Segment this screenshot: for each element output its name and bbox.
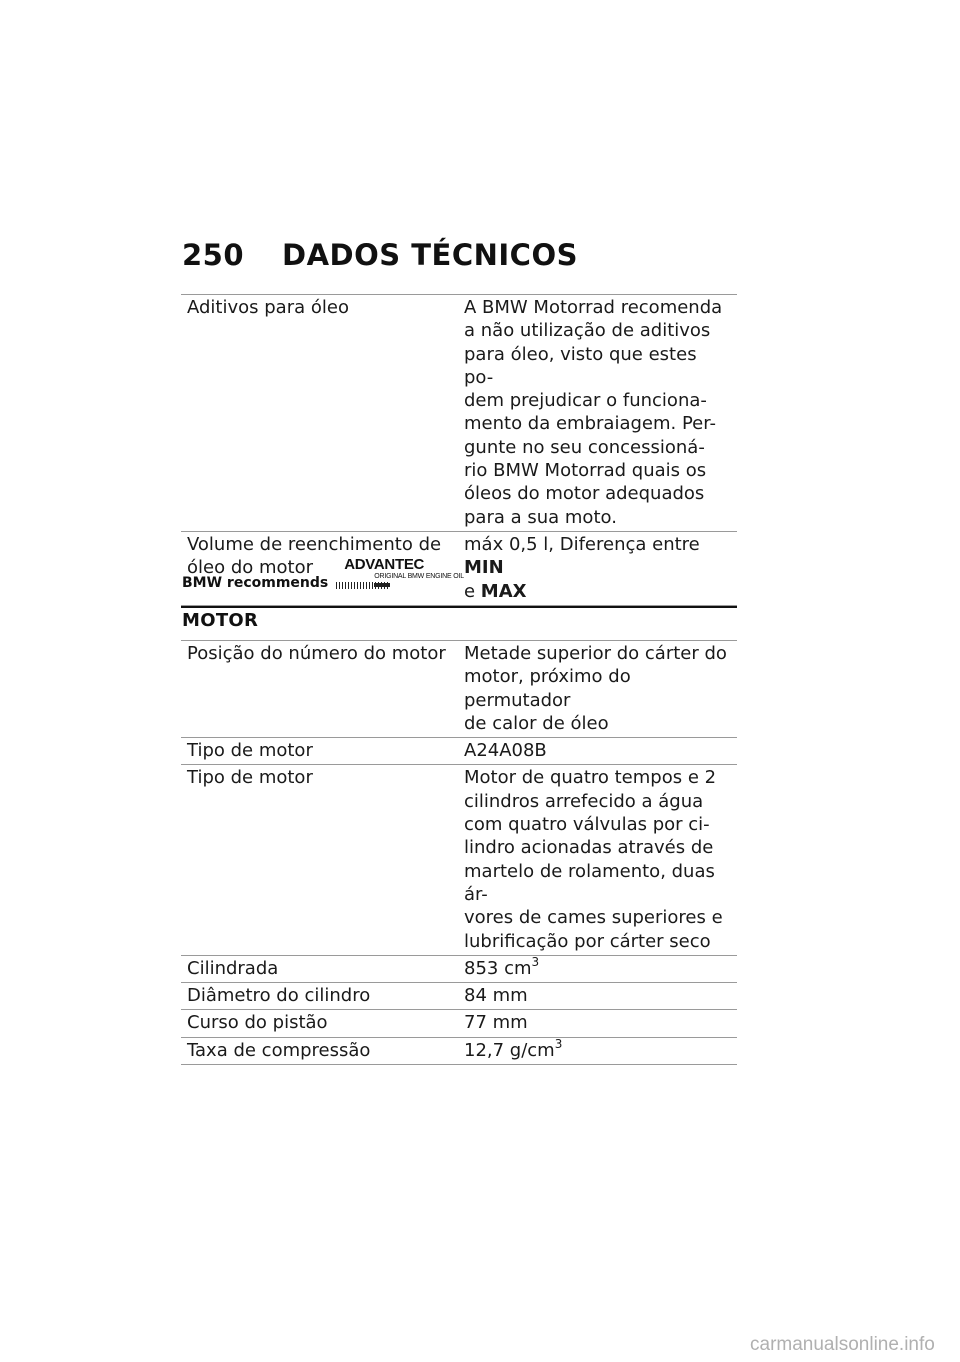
spec-value-text: 853 cm [464, 957, 532, 979]
spec-label: Diâmetro do cilindro [181, 983, 458, 1010]
section-divider [181, 606, 737, 608]
spec-value-text: máx 0,5 l, Diferença entre [464, 533, 700, 555]
recommends-text: BMW recommends [182, 575, 329, 591]
section-title: MOTOR [182, 610, 259, 631]
page-number: 250 [182, 238, 245, 272]
spec-label: Posição do número do motor [181, 641, 458, 738]
table-row [181, 955, 737, 982]
spec-label: Tipo de motor [181, 765, 458, 955]
superscript: 3 [531, 954, 540, 969]
page-header [182, 238, 578, 272]
superscript: 3 [554, 1036, 563, 1051]
table-row [181, 641, 737, 738]
spec-value-text: 12,7 g/cm [464, 1039, 555, 1061]
spec-value: A24A08B [458, 738, 737, 765]
spec-label: Taxa de compressão [181, 1037, 458, 1064]
table-row [181, 983, 737, 1010]
logo-tagline: ORIGINAL BMW ENGINE OIL [374, 573, 464, 580]
spec-label: Volume de reenchimento de óleo do motor [181, 531, 458, 605]
spec-value-text: e [464, 580, 476, 602]
table-row [181, 1037, 737, 1064]
advantec-logo [334, 556, 464, 592]
spec-label: Cilindrada [181, 955, 458, 982]
table-row [181, 738, 737, 765]
spec-label: Aditivos para óleo [181, 295, 458, 532]
watermark: carmanualsonline.info [750, 1334, 935, 1355]
spec-value: Motor de quatro tempos e 2 cilindros arrefecido a água com quatro válvulas por ci- lindro acionadas através de martelo de rolamento, duas ár- vores de cames superiores e lubrificação por cárter seco [458, 765, 737, 955]
logo-brand: ADVANTEC [344, 556, 425, 573]
motor-spec-table [181, 640, 737, 1065]
spec-label: Curso do pistão [181, 1010, 458, 1037]
logo-bar [374, 583, 390, 587]
table-row [181, 765, 737, 955]
max-mark: MAX [480, 580, 527, 602]
spec-value: A BMW Motorrad recomenda a não utilização de aditivos para óleo, visto que estes po- dem prejudicar o funciona- mento da embraiagem. Per- gunte no seu concessioná- rio BMW Motorrad quais os óleos do motor adequados para a sua moto. [458, 295, 737, 532]
spec-value [458, 1037, 737, 1064]
spec-value [458, 955, 737, 982]
spec-value: 84 mm [458, 983, 737, 1010]
spec-value: 77 mm [458, 1010, 737, 1037]
table-row [181, 1010, 737, 1037]
spec-value [458, 531, 737, 605]
page-title: DADOS TÉCNICOS [282, 238, 578, 272]
spec-value: Metade superior do cárter do motor, próximo do permutador de calor de óleo [458, 641, 737, 738]
min-mark: MIN [464, 557, 504, 579]
table-row [181, 295, 737, 532]
spec-label: Tipo de motor [181, 738, 458, 765]
